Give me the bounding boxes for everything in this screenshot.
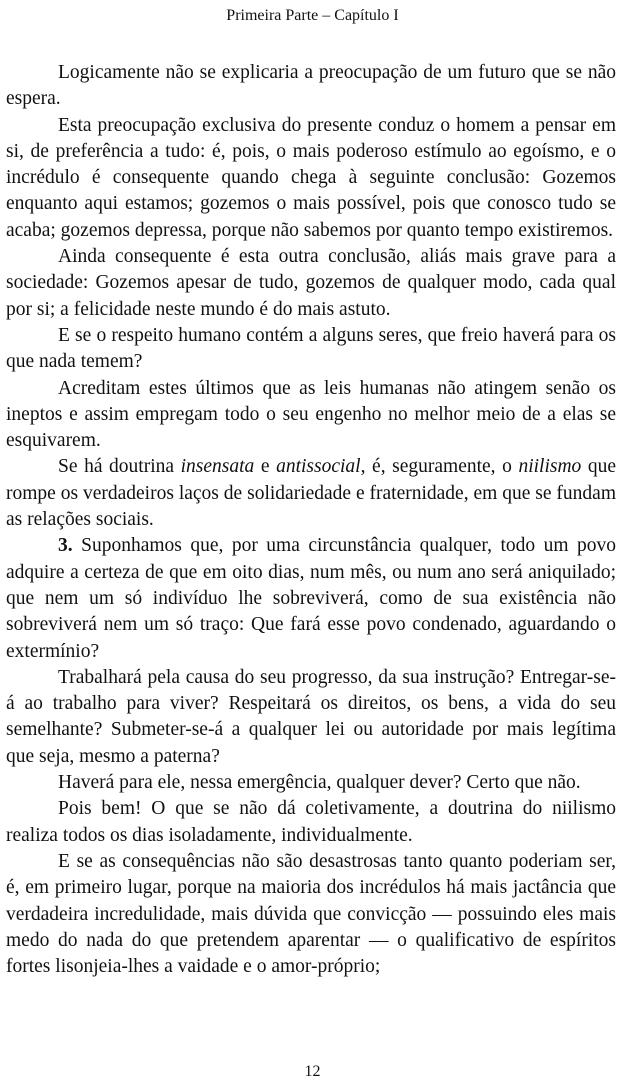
paragraph: Trabalhará pela causa do seu progresso, da sua instrução? Entregar-se-á ao trabalho para viver? Respeitará os direitos, os bens, a vida do seu semelhante? Submeter-se-á a qualquer lei ou autoridade por mais legítima que seja, mesmo a paterna? bbox=[6, 666, 616, 767]
paragraph: Logicamente não se explicaria a preocupação de um futuro que se não espera. bbox=[6, 62, 616, 110]
italic-term: niilismo bbox=[518, 456, 582, 478]
paragraph: Pois bem! O que se não dá coletivamente, a doutrina do niilismo realiza todos os dias isoladamente, individualmente. bbox=[6, 798, 616, 846]
italic-term: antissocial bbox=[276, 456, 361, 478]
paragraph-text: Se há doutrina bbox=[58, 456, 181, 478]
paragraph-text: e bbox=[254, 456, 277, 478]
section-number: 3. bbox=[58, 535, 73, 557]
paragraph: Acreditam estes últimos que as leis humanas não atingem senão os ineptos e assim empregam todo o seu engenho no melhor meio de a elas se esquivarem. bbox=[6, 377, 616, 452]
paragraph: Haverá para ele, nessa emergência, qualquer dever? Certo que não. bbox=[58, 772, 581, 794]
running-header: Primeira Parte – Capítulo I bbox=[226, 7, 399, 24]
paragraph-text: , é, seguramente, o bbox=[360, 456, 519, 478]
paragraph: Esta preocupação exclusiva do presente conduz o homem a pensar em si, de preferência a tudo: é, pois, o mais poderoso estímulo ao egoísmo, e o incrédulo é consequente quando chega à seguinte conclusão: Gozemos enquanto aqui estamos; gozemos o mais possível, pois que conosco tudo se acaba; gozemos depressa, porque não sabemos por quanto tempo existiremos. bbox=[6, 114, 616, 241]
italic-term: insensata bbox=[180, 456, 255, 478]
page-number: 12 bbox=[304, 1063, 321, 1080]
paragraph-text: que rompe os verdadeiros laços de solidariedade e fraternidade, em que se fundam as relações sociais. bbox=[6, 456, 617, 531]
paragraph bbox=[6, 533, 616, 664]
body-text bbox=[6, 60, 616, 980]
paragraph: E se o respeito humano contém a alguns seres, que freio haverá para os que nada temem? bbox=[6, 324, 616, 373]
paragraph: Ainda consequente é esta outra conclusão, aliás mais grave para a sociedade: Gozemos apesar de tudo, gozemos de qualquer modo, cada qual por si; a felicidade neste mundo é do mais astuto. bbox=[6, 246, 616, 320]
paragraph: E se as consequências não são desastrosas tanto quanto poderiam ser, é, em primeiro lugar, porque na maioria dos incrédulos há mais jactância que verdadeira incredulidade, mais dúvida que convicção — possuindo eles mais medo do nada do que pretendem aparentar — o qualificativo de espíritos fortes lisonjeia-lhes a vaidade e o amor-próprio; bbox=[6, 850, 616, 978]
paragraph-text: Suponhamos que, por uma circunstância qualquer, todo um povo adquire a certeza de que em oito dias, num mês, ou num ano será aniquilado; que nem um só indivíduo lhe sobreviverá, como de sua existência não sobreviverá nem um só traço: Que fará esse povo condenado, aguardando o extermínio? bbox=[6, 535, 616, 662]
paragraph bbox=[6, 454, 616, 533]
